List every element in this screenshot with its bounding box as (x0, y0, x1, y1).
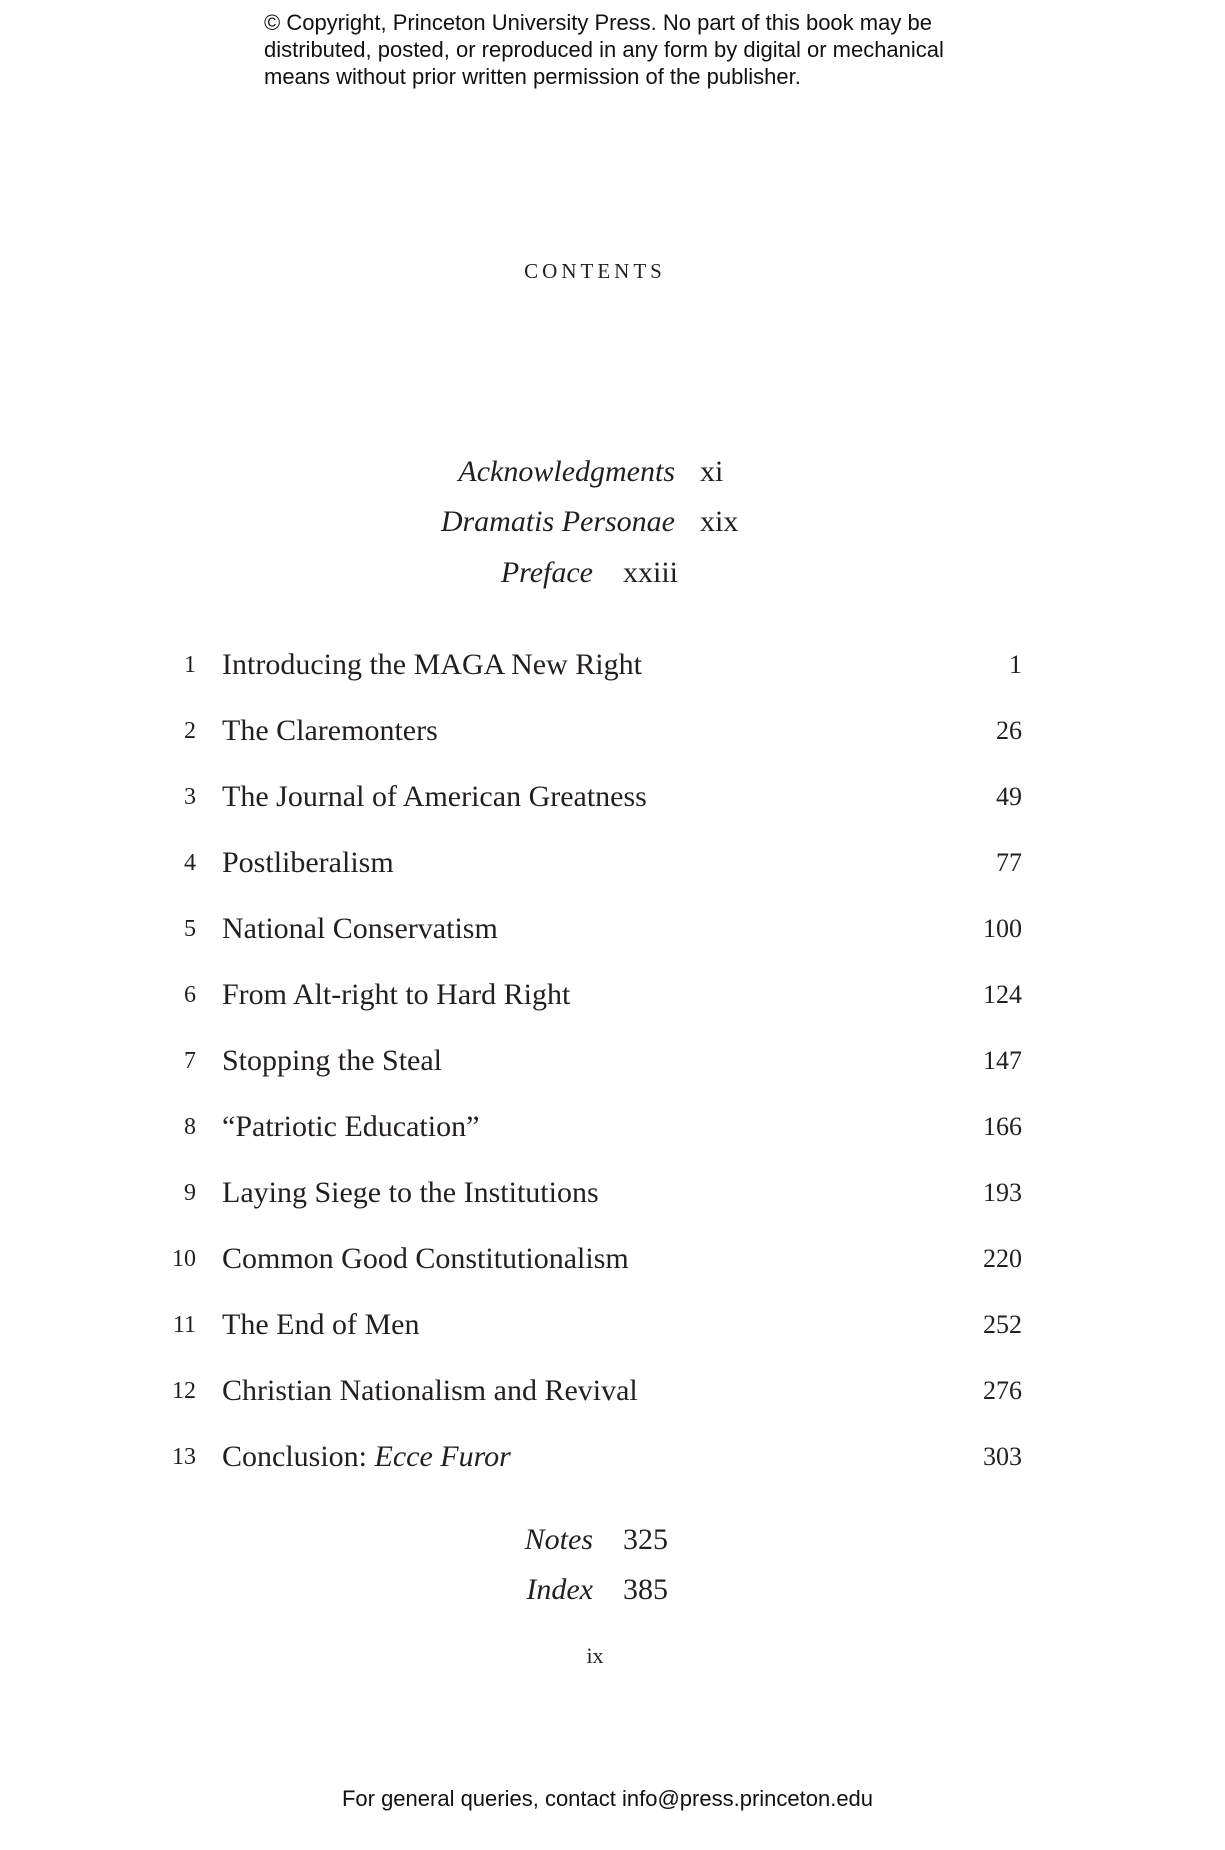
copyright-notice (264, 9, 1004, 90)
chapter-page: 166 (983, 1112, 1022, 1141)
toc-chapter-entry[interactable] (0, 1303, 1190, 1347)
chapter-title: Common Good Constitutionalism (222, 1242, 629, 1275)
toc-chapter-entry[interactable] (0, 973, 1190, 1017)
chapter-number: 5 (184, 916, 196, 942)
chapter-number: 1 (184, 652, 196, 678)
toc-entry-page: xxiii (623, 556, 679, 589)
toc-chapter-entry[interactable] (0, 1105, 1190, 1149)
chapter-title: The End of Men (222, 1308, 420, 1341)
toc-front-matter-entry[interactable] (0, 452, 1190, 492)
toc-entry-label: Index (526, 1573, 593, 1606)
chapter-number: 3 (184, 784, 196, 810)
toc-back-matter-entry[interactable] (0, 1520, 1190, 1560)
toc-chapter-entry[interactable] (0, 1039, 1190, 1083)
chapter-number: 7 (184, 1048, 196, 1074)
copyright-line: means without prior written permission of the publisher. (264, 64, 801, 89)
chapter-number: 10 (172, 1246, 196, 1272)
chapter-title: Laying Siege to the Institutions (222, 1176, 599, 1209)
toc-back-matter-entry[interactable] (0, 1570, 1190, 1610)
chapter-title: The Journal of American Greatness (222, 780, 647, 813)
chapter-number: 13 (172, 1444, 196, 1470)
toc-front-matter-entry[interactable] (0, 553, 1190, 593)
chapter-title-prefix: Conclusion: (222, 1440, 375, 1473)
chapter-page: 1 (1009, 650, 1022, 679)
toc-front-matter-entry[interactable] (0, 502, 1190, 542)
chapter-title: National Conservatism (222, 912, 498, 945)
page-number: ix (586, 1643, 604, 1668)
chapter-title: Stopping the Steal (222, 1044, 442, 1077)
toc-chapter-entry[interactable] (0, 841, 1190, 885)
toc-entry-page: xix (700, 505, 739, 538)
copyright-line: distributed, posted, or reproduced in any form by digital or mechanical (264, 37, 944, 62)
chapter-page: 147 (983, 1046, 1022, 1075)
chapter-title: Christian Nationalism and Revival (222, 1374, 638, 1407)
toc-entry-label: Dramatis Personae (440, 505, 675, 538)
toc-chapter-entry[interactable] (0, 1435, 1190, 1479)
toc-chapter-entry[interactable] (0, 907, 1190, 951)
toc-entry-label: Acknowledgments (458, 455, 675, 488)
chapter-page: 276 (983, 1376, 1022, 1405)
chapter-title: Postliberalism (222, 846, 394, 879)
chapter-title: The Claremonters (222, 714, 438, 747)
chapter-title: Introducing the MAGA New Right (222, 648, 642, 681)
toc-entry-label: Notes (524, 1523, 593, 1556)
chapter-page: 26 (996, 716, 1022, 745)
toc-entry-label: Preface (500, 556, 593, 589)
chapter-number: 11 (172, 1312, 196, 1338)
chapter-page: 124 (983, 980, 1022, 1009)
toc-entry-page: xi (700, 455, 724, 488)
toc-chapter-entry[interactable] (0, 643, 1190, 687)
chapter-number: 9 (184, 1180, 196, 1206)
chapter-page: 193 (983, 1178, 1022, 1207)
chapter-title: From Alt-right to Hard Right (222, 978, 571, 1011)
toc-chapter-entry[interactable] (0, 775, 1190, 819)
chapter-title-italic: Ecce Furor (374, 1440, 511, 1473)
chapter-number: 4 (184, 850, 196, 876)
chapter-number: 2 (184, 718, 196, 744)
toc-chapter-entry[interactable] (0, 1369, 1190, 1413)
chapter-page: 100 (983, 914, 1022, 943)
toc-entry-page: 325 (623, 1523, 668, 1556)
chapter-number: 12 (172, 1378, 196, 1404)
toc-chapter-entry[interactable] (0, 709, 1190, 753)
chapter-page: 252 (983, 1310, 1022, 1339)
copyright-line: © Copyright, Princeton University Press. No part of this book may be (264, 10, 932, 35)
chapter-page: 303 (983, 1442, 1022, 1471)
chapter-title: “Patriotic Education” (222, 1110, 480, 1143)
chapter-page: 220 (983, 1244, 1022, 1273)
footer-contact: For general queries, contact info@press.princeton.edu (341, 1786, 874, 1811)
toc-chapter-entry[interactable] (0, 1237, 1190, 1281)
chapter-title (222, 1435, 511, 1479)
chapter-page: 49 (996, 782, 1022, 811)
toc-chapter-entry[interactable] (0, 1171, 1190, 1215)
chapter-number: 8 (184, 1114, 196, 1140)
chapter-number: 6 (184, 982, 196, 1008)
page-title: contents (524, 252, 666, 285)
toc-entry-page: 385 (623, 1573, 668, 1606)
chapter-page: 77 (996, 848, 1022, 877)
